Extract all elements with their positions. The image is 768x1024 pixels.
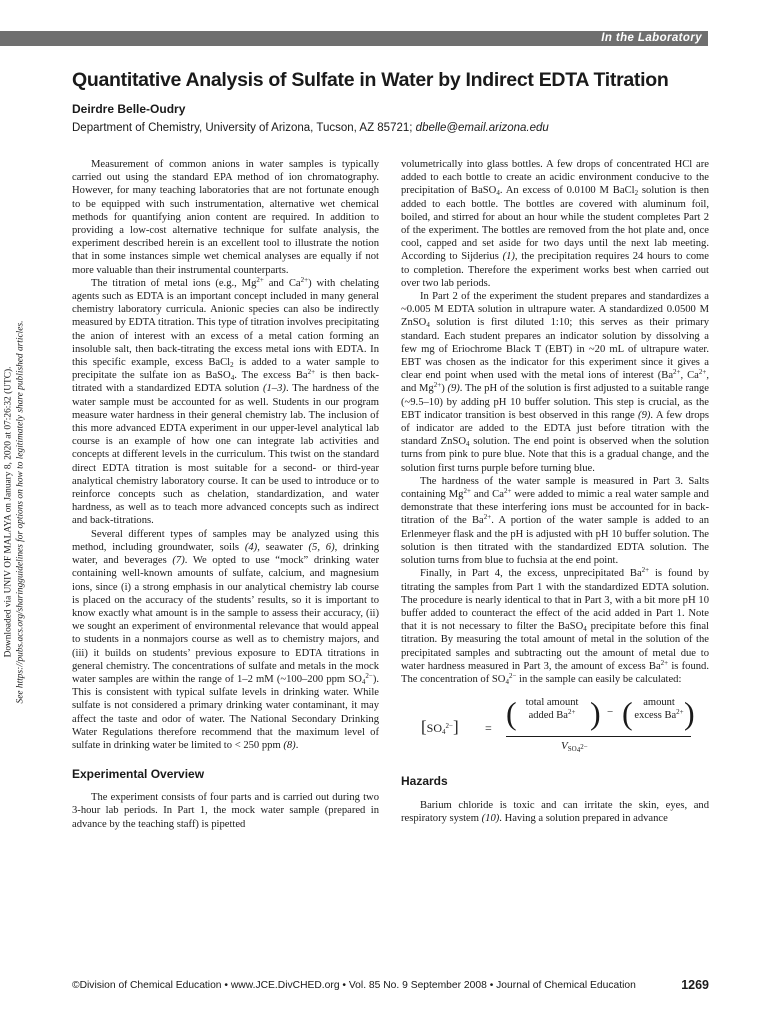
- header-bar: [0, 31, 708, 46]
- equation-term-excess: amount excess $Ba^{2+}$: [634, 697, 684, 722]
- equation-denominator: $V_{SO_4^{2-}}$: [561, 740, 588, 755]
- equation-numerator: ( total amount added $Ba^{2+}$ ) − ( amount excess $Ba^{2+}$ ): [506, 695, 695, 732]
- paragraph: volumetrically into glass bottles. A few drops of concentrated HCl are added to each bottle to create an acidic environment conducive to the precipitation of BaSO$_4$. An excess of 0.0100 M BaCl$_2$ solution is then added to each bottle. The bottles are covered with aluminum foil, boiled, and stirred for about an hour while the student completes Part 2 of the experiment. The bottles are removed from the hot plate and, once cool, capped and set aside for two days until the next lab meeting. According to Sijderius (1), the precipitation requires 24 hours to come to completion. Therefore the experiment works best when carried out over two lab periods.: [401, 159, 709, 289]
- right-column: [401, 158, 709, 826]
- section-heading-experimental-overview: Experimental Overview: [72, 767, 205, 782]
- paragraph: The experiment consists of four parts and is carried out during two 3-hour lab periods. In Part 1, the mock water sample (prepared in advance by the teaching staff) is pipetted: [72, 792, 379, 830]
- author-email[interactable]: dbelle@email.arizona.edu: [415, 122, 549, 134]
- affiliation-text: Department of Chemistry, University of Arizona, Tucson, AZ 85721;: [72, 122, 413, 134]
- page-number: 1269: [681, 978, 709, 992]
- paragraph: In Part 2 of the experiment the student prepares and standardizes a ~0.005 M EDTA solution in ultrapure water. A standardized 0.0500 M ZnSO$_4$ solution is first diluted 1:10; this serves as their primary standard. Each student prepares an indicator solution by dissolving a few mg of Eriochrome Black T (EBT) in ~20 mL of ultrapure water. EBT was chosen as the indicator for this experiment since it gives a clear end point when used with the metal ions of interest ($Ba^{2+}$, $Ca^{2+}$, and $Mg^{2+}$) (9). The pH of the solution is first adjusted to a suitable range (~9.5–10) by adding pH 10 buffer solution. This step is crucial, as the EBT indicator transition is best observed in this range (9). A few drops of indicator are added to the EDTA just before titration with the standard ZnSO$_4$ solution. The end point is observed when the solution turns from pink to pure blue. Note that this is a gradual change, and the solution first turns purple before turning blue.: [401, 291, 709, 474]
- affiliation: [72, 120, 549, 136]
- section-heading-hazards: Hazards: [401, 774, 448, 789]
- equation-term-total: total amount added $Ba^{2+}$: [525, 697, 579, 722]
- paragraph: Barium chloride is toxic and can irritate the skin, eyes, and respiratory system (10). Having a solution prepared in advance: [401, 800, 709, 825]
- article-title: Quantitative Analysis of Sulfate in Water by Indirect EDTA Titration: [72, 69, 669, 91]
- page-footer: [72, 979, 709, 993]
- sharing-guidelines-line: See https://pubs.acs.org/sharingguidelines for options on how to legitimately share published articles.: [15, 320, 25, 704]
- paragraph: The titration of metal ions (e.g., $Mg^{2+}$ and $Ca^{2+}$) with chelating agents such as EDTA is an important concept included in many general chemistry laboratory curricula. Anionic species can also be indirectly measured by EDTA titration. This type of titration involves precipitating the anion of interest with an excess of a metal cation forming an insoluble salt, then back-titrating the excess metal ions with EDTA. In this specific example, excess BaCl$_2$ is added to a water sample to precipitate the sulfate ion as BaSO$_4$. The excess $Ba^{2+}$ is then back-titrated with a standardized EDTA solution (1–3). The hardness of the water sample must be accounted for as well. Students in our program measure water hardness in their general chemistry lab. The inclusion of this more advanced EDTA experiment in our upper-level analytical lab course is an example of how one can integrate lab activities and concepts at different levels in the curriculum. This twist on the standard direct EDTA titration is most suitable for a second- or third-year analytical chemistry laboratory course. It can be used to introduce or to reinforce concepts such as chelation, standardization, and water hardness, as well as to teach more advanced concepts such as indirect and back-titrations.: [72, 275, 379, 527]
- sulfate-equation: $[SO_4^{2-}]$ = ( total amount added $Ba^{2+}$ ) − ( amount excess $Ba^{2+}$ ) $V_{SO_4^{2-}}$: [421, 695, 695, 755]
- equation-lhs: $[SO_4^{2-}]$: [421, 717, 459, 737]
- download-notice: [4, 300, 26, 724]
- paragraph: Several different types of samples may be analyzed using this method, including groundwater, soils (4), seawater (5, 6), drinking water, and beverages (7). We opted to use “mock” drinking water containing well-known amounts of sulfate, calcium, and magnesium ions, since (i) a strong emphasis in our analytical chemistry lab course is placed on the accuracy of the students’ results, so it is important to know exactly what amount is in the sample to assess their accuracy, (ii) we sought an experiment of environmental relevance that would appeal to students in a nonmajors course as well as to chemistry majors, and (iii) it builds on students’ previous exposure to EDTA titrations in general chemistry. The concentrations of sulfate and metals in the mock water samples are within the range of 1–2 mM (~100–200 ppm $SO_4^{2-}$). This is consistent with typical sulfate levels in drinking water. While sulfate is not considered a primary drinking water contaminant, it may affect the taste and odor of water. The National Secondary Drinking Water Regulations therefore recommend that the maximum level of sulfate in drinking water be limited to < 250 ppm (8).: [72, 528, 379, 751]
- paragraph: Finally, in Part 4, the excess, unprecipitated $Ba^{2+}$ is found by titrating the samples from Part 1 with the standardized EDTA solution. The procedure is nearly identical to that in Part 3, with a bit more pH 10 buffer added to counteract the effect of the acid added in Part 1. Note that it is not necessary to filter the BaSO$_4$ precipitate before this final titration. By measuring the total amount of metal in the solution of the precipitated samples and subtracting out the amount of metal due to water hardness measured in Part 3, the amount of excess $Ba^{2+}$ is found. The concentration of $SO_4^{2-}$ in the sample can easily be calculated:: [401, 566, 709, 686]
- footer-citation: ©Division of Chemical Education • www.JCE.DivCHED.org • Vol. 85 No. 9 September 2008 • Journal of Chemical Education: [72, 980, 636, 991]
- download-notice-line: Downloaded via UNIV OF MALAYA on January 8, 2020 at 07:26:32 (UTC).: [3, 366, 14, 658]
- left-column: [72, 158, 379, 831]
- fraction-bar: [506, 736, 691, 737]
- author-name: Deirdre Belle-Oudry: [72, 102, 186, 116]
- paragraph: The hardness of the water sample is measured in Part 3. Salts containing $Mg^{2+}$ and $Ca^{2+}$ were added to mimic a real water sample and demonstrate that these interfering ions must be accounted for in back-titration of the $Ba^{2+}$. A portion of the water sample is added to an Erlenmeyer flask and the pH is adjusted with pH 10 buffer solution. The solution is then titrated with the standardized EDTA solution. The solution turns from blue to fuchsia at the end point.: [401, 475, 709, 567]
- paragraph: Measurement of common anions in water samples is typically carried out using the standard EPA method of ion chromatography. However, for many teaching laboratories that are not fortunate enough to be equipped with such instrumentation, alternative wet chemical methods for quantifying anion content are required. In addition to providing a low-cost alternative technique for sulfate analysis, the experiment described herein is an excellent tool to illustrate the notion that in some instances simple wet chemical analyses are equally if not more valuable than their instrumental counterparts.: [72, 159, 379, 276]
- section-label: In the Laboratory: [601, 32, 702, 44]
